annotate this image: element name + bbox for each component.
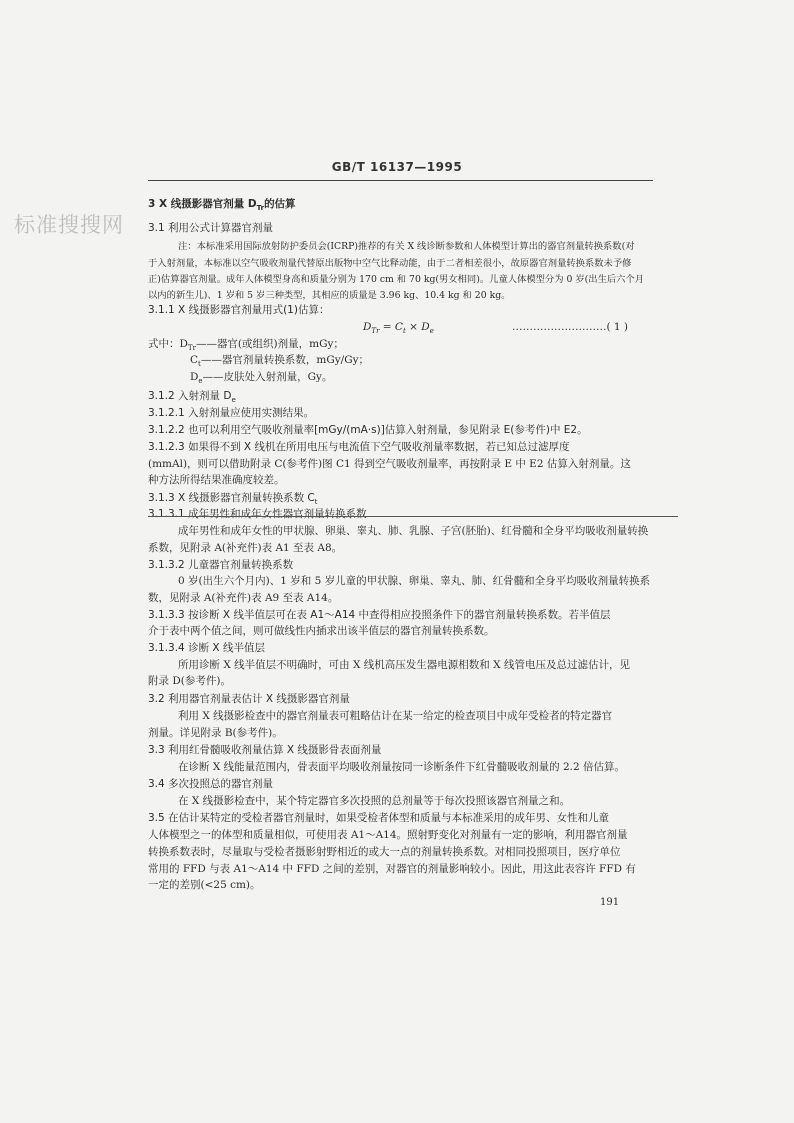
paragraph-line: 转换系数表时，尽量取与受检者摄影射野相近的或大一点的剂量转换系数。对相同投照项目，医疗单位 <box>148 846 621 858</box>
watermark: 标准搜搜网 <box>14 213 124 237</box>
section-3-2-heading: 3.2 利用器官剂量表估计 X 线摄影器官剂量 <box>148 693 350 705</box>
paragraph-line: 在诊断 X 线能量范围内，骨表面平均吸收剂量按同一诊断条件下红骨髓吸收剂量的 2.2 倍估算。 <box>178 761 626 773</box>
section-3-3-heading: 3.3 利用红骨髓吸收剂量估算 X 线摄影骨表面剂量 <box>148 744 382 756</box>
section-3-1-2: 3.1.2 入射剂量 $D_e$ <box>148 390 236 405</box>
section-3-4-heading: 3.4 多次投照总的器官剂量 <box>148 778 274 790</box>
where-line: $C_t——$器官剂量转换系数，mGy/Gy； <box>190 354 370 369</box>
paragraph-line: 剂量。详见附录 B(参考件)。 <box>148 727 283 739</box>
scan-artifact-line <box>148 516 678 517</box>
paragraph-line: (mmAl)，则可以借助附录 C(参考件)图 C1 得到空气吸收剂量率，再按附录 E 中 E2 估算入射剂量。这 <box>148 458 631 470</box>
where-line: $D_e——$皮肤处入射剂量，Gy。 <box>190 371 333 386</box>
section-3-1-1: 3.1.1 X 线摄影器官剂量用式(1)估算： <box>148 304 330 316</box>
paragraph-line: 常用的 FFD 与表 A1～A14 中 FFD 之间的差别，对器官的剂量影响较小。因此，用这此表容许 FFD 有 <box>148 863 636 875</box>
section-3-heading: 3 X 线摄影器官剂量 $D_{Tr}$的估算 <box>148 198 296 213</box>
paragraph-line: 利用 X 线摄影检查中的器官剂量表可粗略估计在某一给定的检查项目中成年受检者的特定器官 <box>178 710 613 722</box>
section-3-5: 3.5 在估计某特定的受检者器官剂量时，如果受检者体型和质量与本标准采用的成年男、女性和儿童 <box>148 812 610 824</box>
paragraph-line: 一定的差别(<25 cm)。 <box>148 879 261 891</box>
section-3-1-2-1: 3.1.2.1 入射剂量应使用实测结果。 <box>148 407 315 419</box>
note-line: 正)估算器官剂量。成年人体模型身高和质量分别为 170 cm 和 70 kg(男女相同)。儿童人体模型分为 0 岁(出生后六个月 <box>148 274 645 285</box>
section-3-1-3-1: 3.1.3.1 成年男性和成年女性器官剂量转换系数 <box>148 508 367 520</box>
paragraph-line: 人体模型之一的体型和质量相似，可使用表 A1～A14。照射野变化对剂量有一定的影响，利用器官剂量 <box>148 829 628 841</box>
section-3-1-3-4: 3.1.3.4 诊断 X 线半值层 <box>148 642 265 654</box>
note-line: 以内的新生儿)、1 岁和 5 岁三种类型，其相应的质量是 3.96 kg、10.4 kg 和 20 kg。 <box>148 290 511 301</box>
section-3-1-3-2: 3.1.3.2 儿童器官剂量转换系数 <box>148 559 294 571</box>
note-line: 于入射剂量，本标准以空气吸收剂量代替原出版物中空气比释动能，由于二者相差很小，故原器官剂量转换系数未予修 <box>148 258 632 269</box>
paragraph-line: 0 岁(出生六个月内)、1 岁和 5 岁儿童的甲状腺、卵巢、睾丸、肺、红骨髓和全身平均吸收剂量转换系 <box>178 575 651 587</box>
where-line: 式中：$D_{Tr}——$器官(或组织)剂量，mGy； <box>148 338 344 353</box>
standard-header: GB/T 16137—1995 <box>331 160 463 174</box>
paragraph-line: 成年男性和成年女性的甲状腺、卵巢、睾丸、肺、乳腺、子宫(胚胎)、红骨髓和全身平均吸收剂量转换 <box>178 525 649 537</box>
formula-number: ………………………( 1 ) <box>511 321 628 333</box>
header-rule <box>148 180 653 181</box>
paragraph-line: 种方法所得结果准确度较差。 <box>148 474 285 486</box>
section-3-1-heading: 3.1 利用公式计算器官剂量 <box>148 222 274 234</box>
paragraph-line: 在 X 线摄影检查中，某个特定器官多次投照的总剂量等于每次投照该器官剂量之和。 <box>178 795 571 807</box>
section-3-1-3-3: 3.1.3.3 按诊断 X 线半值层可在表 A1～A14 中查得相应投照条件下的器官剂量转换系数。若半值层 <box>148 609 611 621</box>
paragraph-line: 介于表中两个值之间，则可做线性内插求出该半值层的器官剂量转换系数。 <box>148 625 495 637</box>
section-3-1-2-2: 3.1.2.2 也可以利用空气吸收剂量率[mGy/(mA·s)]估算入射剂量，参见附录 E(参考件)中 E2。 <box>148 424 588 436</box>
paragraph-line: 所用诊断 X 线半值层不明确时，可由 X 线机高压发生器电源相数和 X 线管电压及总过滤估计，见 <box>178 659 630 671</box>
paragraph-line: 系数，见附录 A(补充件)表 A1 至表 A8。 <box>148 542 343 554</box>
formula-1 <box>148 321 638 335</box>
note-line: 注：本标准采用国际放射防护委员会(ICRP)推荐的有关 X 线诊断参数和人体模型计算出的器官剂量转换系数(对 <box>178 241 635 252</box>
paragraph-line: 数，见附录 A(补充件)表 A9 至表 A14。 <box>148 592 339 604</box>
paragraph-line: 附录 D(参考件)。 <box>148 675 231 687</box>
page-number: 191 <box>600 897 620 908</box>
formula-expression: $D_{Tr} = C_t \times D_e$ <box>363 321 434 336</box>
section-3-1-3: 3.1.3 X 线摄影器官剂量转换系数 $C_t$ <box>148 492 318 507</box>
section-3-1-2-3: 3.1.2.3 如果得不到 X 线机在所用电压与电流值下空气吸收剂量率数据，若已知总过滤厚度 <box>148 441 570 453</box>
